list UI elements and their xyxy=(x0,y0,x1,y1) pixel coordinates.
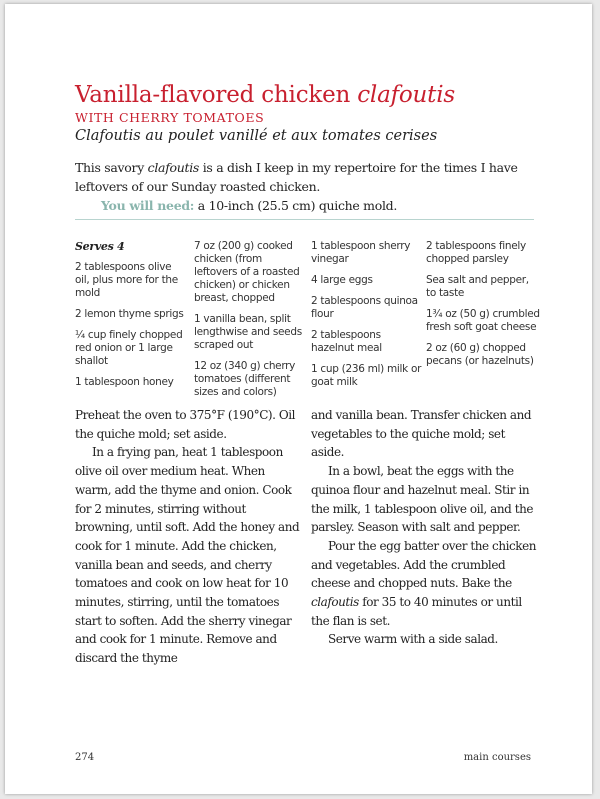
intro-text-1: This savory xyxy=(75,160,148,175)
ingredient-item: 1 tablespoon honey xyxy=(75,376,174,388)
intro-paragraph xyxy=(75,158,545,196)
method-column-right xyxy=(311,406,537,649)
section-divider xyxy=(75,219,534,220)
ingredient-item: 2 tablespoons quinoa flour xyxy=(311,295,418,320)
ingredient-item: 1 cup (236 ml) milk or goat milk xyxy=(311,363,422,388)
intro-italic: clafoutis xyxy=(147,160,200,175)
method-column-left xyxy=(75,406,301,668)
ingredient-item: Sea salt and pepper, to taste xyxy=(426,274,529,299)
ingredient-item: 2 tablespoons finely chopped parsley xyxy=(426,240,526,265)
section-name: main courses xyxy=(463,752,531,763)
recipe-title xyxy=(75,82,455,108)
ingredient-item: 7 oz (200 g) cooked chicken (from leftovers of a roasted chicken) or chicken breast, chopped xyxy=(194,240,300,304)
method-paragraph: Preheat the oven to 375°F (190°C). Oil the quiche mold; set aside. xyxy=(75,408,296,441)
ingredients-column-3 xyxy=(311,240,423,397)
serves-label: Serves 4 xyxy=(75,240,125,253)
ingredient-item: 1¾ oz (50 g) crumbled fresh soft goat cheese xyxy=(426,308,540,333)
method-paragraph: and vanilla bean. Transfer chicken and vegetables to the quiche mold; set aside. xyxy=(311,408,532,460)
book-page xyxy=(5,4,592,794)
equipment-label: You will need: xyxy=(101,198,195,213)
ingredients-column-1 xyxy=(75,240,187,397)
method-paragraph: In a bowl, beat the eggs with the quinoa flour and hazelnut meal. Stir in the milk, 1 tablespoon olive oil, and the parsley. Season with salt and pepper. xyxy=(311,464,534,535)
ingredient-item: 2 oz (60 g) chopped pecans (or hazelnuts) xyxy=(426,342,534,367)
method-italic: clafoutis xyxy=(311,595,359,610)
recipe-subtitle: WITH CHERRY TOMATOES xyxy=(75,110,265,125)
french-title: Clafoutis au poulet vanillé et aux tomates cerises xyxy=(75,128,438,144)
ingredient-item: 1 vanilla bean, split lengthwise and seeds scraped out xyxy=(194,313,302,351)
ingredient-item: 12 oz (340 g) cherry tomatoes (different sizes and colors) xyxy=(194,360,296,398)
ingredient-item: 1 tablespoon sherry vinegar xyxy=(311,240,411,265)
page-number: 274 xyxy=(75,752,95,763)
ingredients-column-4 xyxy=(426,240,541,376)
title-plain: Vanilla-flavored chicken xyxy=(75,82,358,108)
equipment-text: a 10-inch (25.5 cm) quiche mold. xyxy=(194,198,398,213)
method-paragraph: In a frying pan, heat 1 tablespoon olive oil over medium heat. When warm, add the thyme and onion. Cook for 2 minutes, stirring without browning, until soft. Add the honey and cook for 1 minute. Add the chicken, vanilla bean and seeds, and cherry tomatoes and cook on low heat for 10 minutes, stirring, until the tomatoes start to soften. Add the sherry vinegar and cook for 1 minute. Remove and discard the thyme xyxy=(75,445,300,666)
method-text: for 35 to 40 minutes or until the flan is set. xyxy=(311,595,522,628)
title-italic: clafoutis xyxy=(357,82,455,108)
equipment-line xyxy=(75,196,545,215)
ingredient-item: 2 tablespoons olive oil, plus more for the mold xyxy=(75,261,178,299)
method-text: Pour the egg batter over the chicken and vegetables. Add the crumbled cheese and chopped nuts. Bake the xyxy=(311,538,537,591)
ingredient-item: 4 large eggs xyxy=(311,274,373,286)
intro-text-2: is a dish I keep in my repertoire for the times I have leftovers of our Sunday roasted chicken. xyxy=(75,160,518,194)
ingredient-item: 2 lemon thyme sprigs xyxy=(75,308,184,320)
method-paragraph xyxy=(311,537,537,631)
ingredient-item: 2 tablespoons hazelnut meal xyxy=(311,329,382,354)
ingredient-item: ¼ cup finely chopped red onion or 1 large shallot xyxy=(75,329,183,367)
recipe-intro xyxy=(75,158,545,215)
ingredients-column-2 xyxy=(194,240,306,407)
method-paragraph: Serve warm with a side salad. xyxy=(328,632,498,647)
